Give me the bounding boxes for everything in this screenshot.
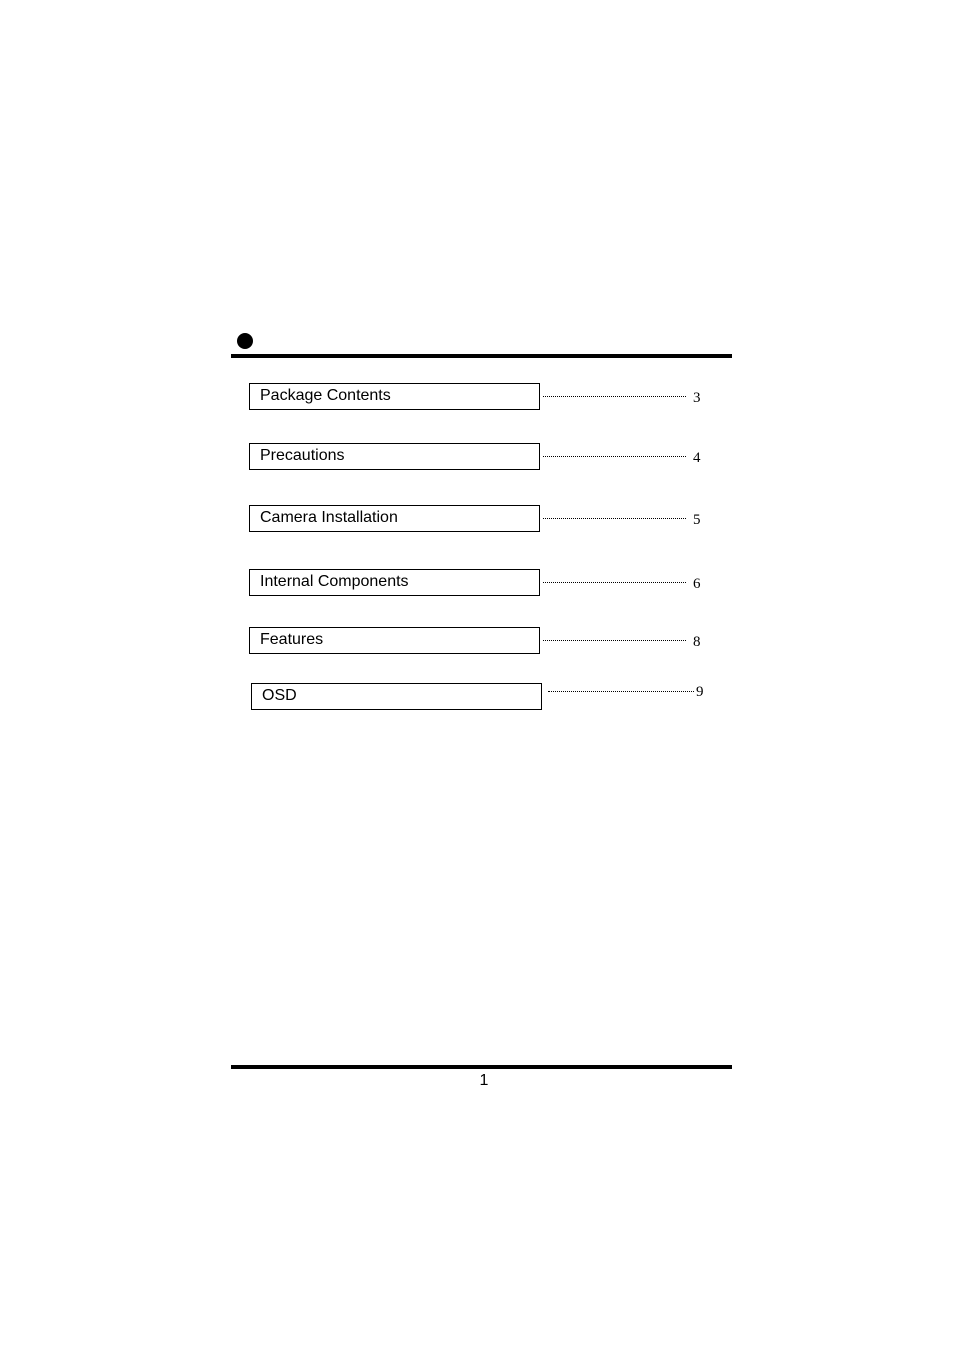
toc-entry-label: Features [260,631,324,648]
toc-entry-features[interactable] [249,627,709,656]
toc-entry-label: Camera Installation [260,509,398,526]
toc-entry-precautions[interactable] [249,443,709,472]
toc-dot-leader [543,456,686,457]
toc-entry-label: OSD [262,687,297,704]
toc-dot-leader [543,396,686,397]
toc-dot-leader [548,691,694,692]
toc-page-number: 3 [693,390,701,406]
toc-dot-leader [543,582,686,583]
footer-rule [231,1065,732,1069]
toc-entry-osd[interactable] [251,683,711,712]
toc-page-number: 9 [696,684,704,700]
toc-page-number: 5 [693,512,701,528]
toc-entry-package-contents[interactable] [249,383,709,412]
toc-entry-label: Package Contents [260,387,391,404]
toc-dot-leader [543,518,686,519]
toc-dot-leader [543,640,686,641]
toc-entry-camera-installation[interactable] [249,505,709,534]
toc-page-number: 4 [693,450,701,466]
toc-page-number: 8 [693,634,701,650]
toc-entry-label: Precautions [260,447,345,464]
toc-entry-internal-components[interactable] [249,569,709,598]
toc-page-number: 6 [693,576,701,592]
toc-entry-label: Internal Components [260,573,409,590]
page-number: 1 [479,1072,489,1089]
